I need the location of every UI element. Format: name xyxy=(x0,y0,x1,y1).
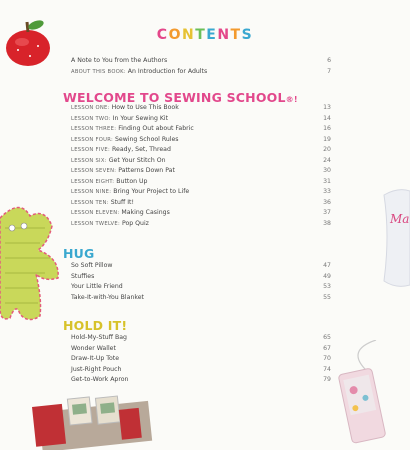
toc-entry-title: Stuff It! xyxy=(110,198,134,206)
toc-entry-title: Making Casings xyxy=(121,209,170,216)
toc-entry-page: 16 xyxy=(323,125,331,132)
toc-entry[interactable] xyxy=(71,366,331,376)
toc-entry-title: A Note to You from the Authors xyxy=(71,57,168,64)
section-heading[interactable] xyxy=(63,246,94,261)
title-letter: C xyxy=(156,27,169,43)
toc-entry[interactable] xyxy=(71,199,331,209)
toc-entry-title: Ready, Set, Thread xyxy=(112,146,171,153)
toc-entry[interactable] xyxy=(71,178,331,188)
stuffed-bear-image xyxy=(0,198,62,330)
toc-entry-prefix: LESSON FIVE: xyxy=(71,147,113,153)
toc-entry[interactable] xyxy=(71,220,331,230)
toc-entry[interactable] xyxy=(71,376,331,386)
toc-entry[interactable] xyxy=(71,283,331,293)
title-letter: S xyxy=(241,27,254,43)
toc-entry-prefix: LESSON THREE: xyxy=(71,126,119,132)
toc-entry[interactable] xyxy=(71,115,331,125)
toc-entry-title: Get-to-Work Apron xyxy=(71,376,129,383)
toc-entry-page: 38 xyxy=(323,219,331,227)
toc-entry-prefix: LESSON ONE: xyxy=(71,105,112,111)
toc-entry[interactable] xyxy=(71,355,331,365)
title-letter: T xyxy=(230,27,242,43)
toc-entry-title: Your Little Friend xyxy=(71,283,123,290)
toc-entry[interactable] xyxy=(71,188,331,198)
toc-entry-page: 47 xyxy=(323,262,331,269)
title-letter: N xyxy=(217,27,231,43)
toc-entry-prefix: LESSON SIX: xyxy=(71,157,109,164)
toc-entry[interactable] xyxy=(71,334,331,344)
toc-entry[interactable] xyxy=(71,209,331,219)
toc-entry-title: An Introduction for Adults xyxy=(127,68,208,75)
toc-entry-title: Get Your Stitch On xyxy=(108,156,166,164)
toc-entry-page: 30 xyxy=(323,167,331,174)
toc-entry-title: Wonder Wallet xyxy=(71,344,116,352)
toc-entry-page: 19 xyxy=(323,135,331,143)
title-letter: O xyxy=(168,27,182,43)
toc-entry[interactable] xyxy=(71,294,331,304)
toc-entry-page: 7 xyxy=(327,68,331,75)
toc-entry-page: 74 xyxy=(323,365,331,373)
section-heading[interactable] xyxy=(63,318,127,333)
toc-entry-page: 53 xyxy=(323,283,331,290)
toc-entry-prefix: LESSON SEVEN: xyxy=(71,168,119,174)
toc-entry-page: 49 xyxy=(323,272,331,280)
toc-entry[interactable] xyxy=(71,146,331,156)
title-letter: T xyxy=(195,27,207,43)
toc-entry-prefix: LESSON ELEVEN: xyxy=(71,210,122,216)
toc-entry-title: Just-Right Pouch xyxy=(71,365,122,373)
toc-entry-title: Pop Quiz xyxy=(121,219,149,227)
toc-entry-title: Draw-It-Up Tote xyxy=(71,355,120,362)
toc-entry-page: 37 xyxy=(323,209,331,216)
section-heading-text: WELCOME TO SEWING SCHOOL xyxy=(63,90,286,105)
toc-entry-title: Patterns Down Pat xyxy=(118,167,175,174)
toc-entry-title: Sewing School Rules xyxy=(114,135,179,143)
toc-entry-page: 13 xyxy=(323,104,331,111)
apple-pincushion-image xyxy=(0,10,70,70)
toc-entry-title: Button Up xyxy=(116,177,148,185)
toc-entry-page: 31 xyxy=(323,177,331,185)
toc-entry-prefix: LESSON NINE: xyxy=(71,189,114,195)
title-letter: E xyxy=(206,27,218,43)
toc-entry[interactable] xyxy=(71,68,331,78)
toc-entry[interactable] xyxy=(71,57,331,67)
toc-entry-page: 55 xyxy=(323,293,331,301)
svg-text:Ma: Ma xyxy=(390,212,410,226)
toc-entry-page: 65 xyxy=(323,334,331,341)
toc-entry-prefix: LESSON TWO: xyxy=(71,115,113,122)
section-heading-text: HOLD IT! xyxy=(63,318,128,333)
toc-entry-prefix: LESSON EIGHT: xyxy=(71,178,117,185)
toc-entry-page: 36 xyxy=(323,198,331,206)
toc-entry-prefix: LESSON TEN: xyxy=(71,199,111,206)
toc-entry-title: Finding Out about Fabric xyxy=(118,125,194,132)
toc-entry[interactable] xyxy=(71,136,331,146)
toc-entry[interactable] xyxy=(71,157,331,167)
toc-entry-page: 24 xyxy=(323,156,331,164)
toc-entry-page: 70 xyxy=(323,355,331,362)
toc-entry[interactable] xyxy=(71,262,331,272)
wallet-image xyxy=(20,393,155,450)
phone-pouch-image xyxy=(336,340,410,450)
toc-entry[interactable] xyxy=(71,345,331,355)
toc-entry-prefix: LESSON TWELVE: xyxy=(71,220,122,227)
toc-entry-title: Hold-My-Stuff Bag xyxy=(71,334,127,341)
section-heading-suffix: ®! xyxy=(285,95,298,104)
toc-entry-title: In Your Sewing Kit xyxy=(112,114,169,122)
section-heading[interactable] xyxy=(63,90,298,105)
toc-entry[interactable] xyxy=(71,104,331,114)
toc-entry-page: 67 xyxy=(323,344,331,352)
toc-entry-prefix: LESSON FOUR: xyxy=(71,136,115,143)
toc-entry-title: Take-It-with-You Blanket xyxy=(71,293,144,301)
toc-entry[interactable] xyxy=(71,273,331,283)
title-letter: N xyxy=(181,27,196,43)
toc-entry-page: 33 xyxy=(323,188,331,195)
section-heading-text: HUG xyxy=(63,246,95,261)
toc-entry-page: 20 xyxy=(323,146,331,153)
toc-entry-page: 14 xyxy=(323,114,331,122)
toc-entry-title: Bring Your Project to Life xyxy=(113,188,190,195)
toc-entry[interactable] xyxy=(71,167,331,177)
toc-entry[interactable] xyxy=(71,125,331,135)
toc-entry-title: Stuffies xyxy=(71,272,95,280)
pillow-image xyxy=(378,185,410,290)
toc-entry-title: How to Use This Book xyxy=(111,104,179,111)
toc-entry-page: 6 xyxy=(327,57,331,64)
toc-entry-title: So Soft Pillow xyxy=(71,262,113,269)
toc-entry-page: 79 xyxy=(323,376,331,383)
toc-entry-prefix: ABOUT THIS BOOK: xyxy=(71,69,128,75)
